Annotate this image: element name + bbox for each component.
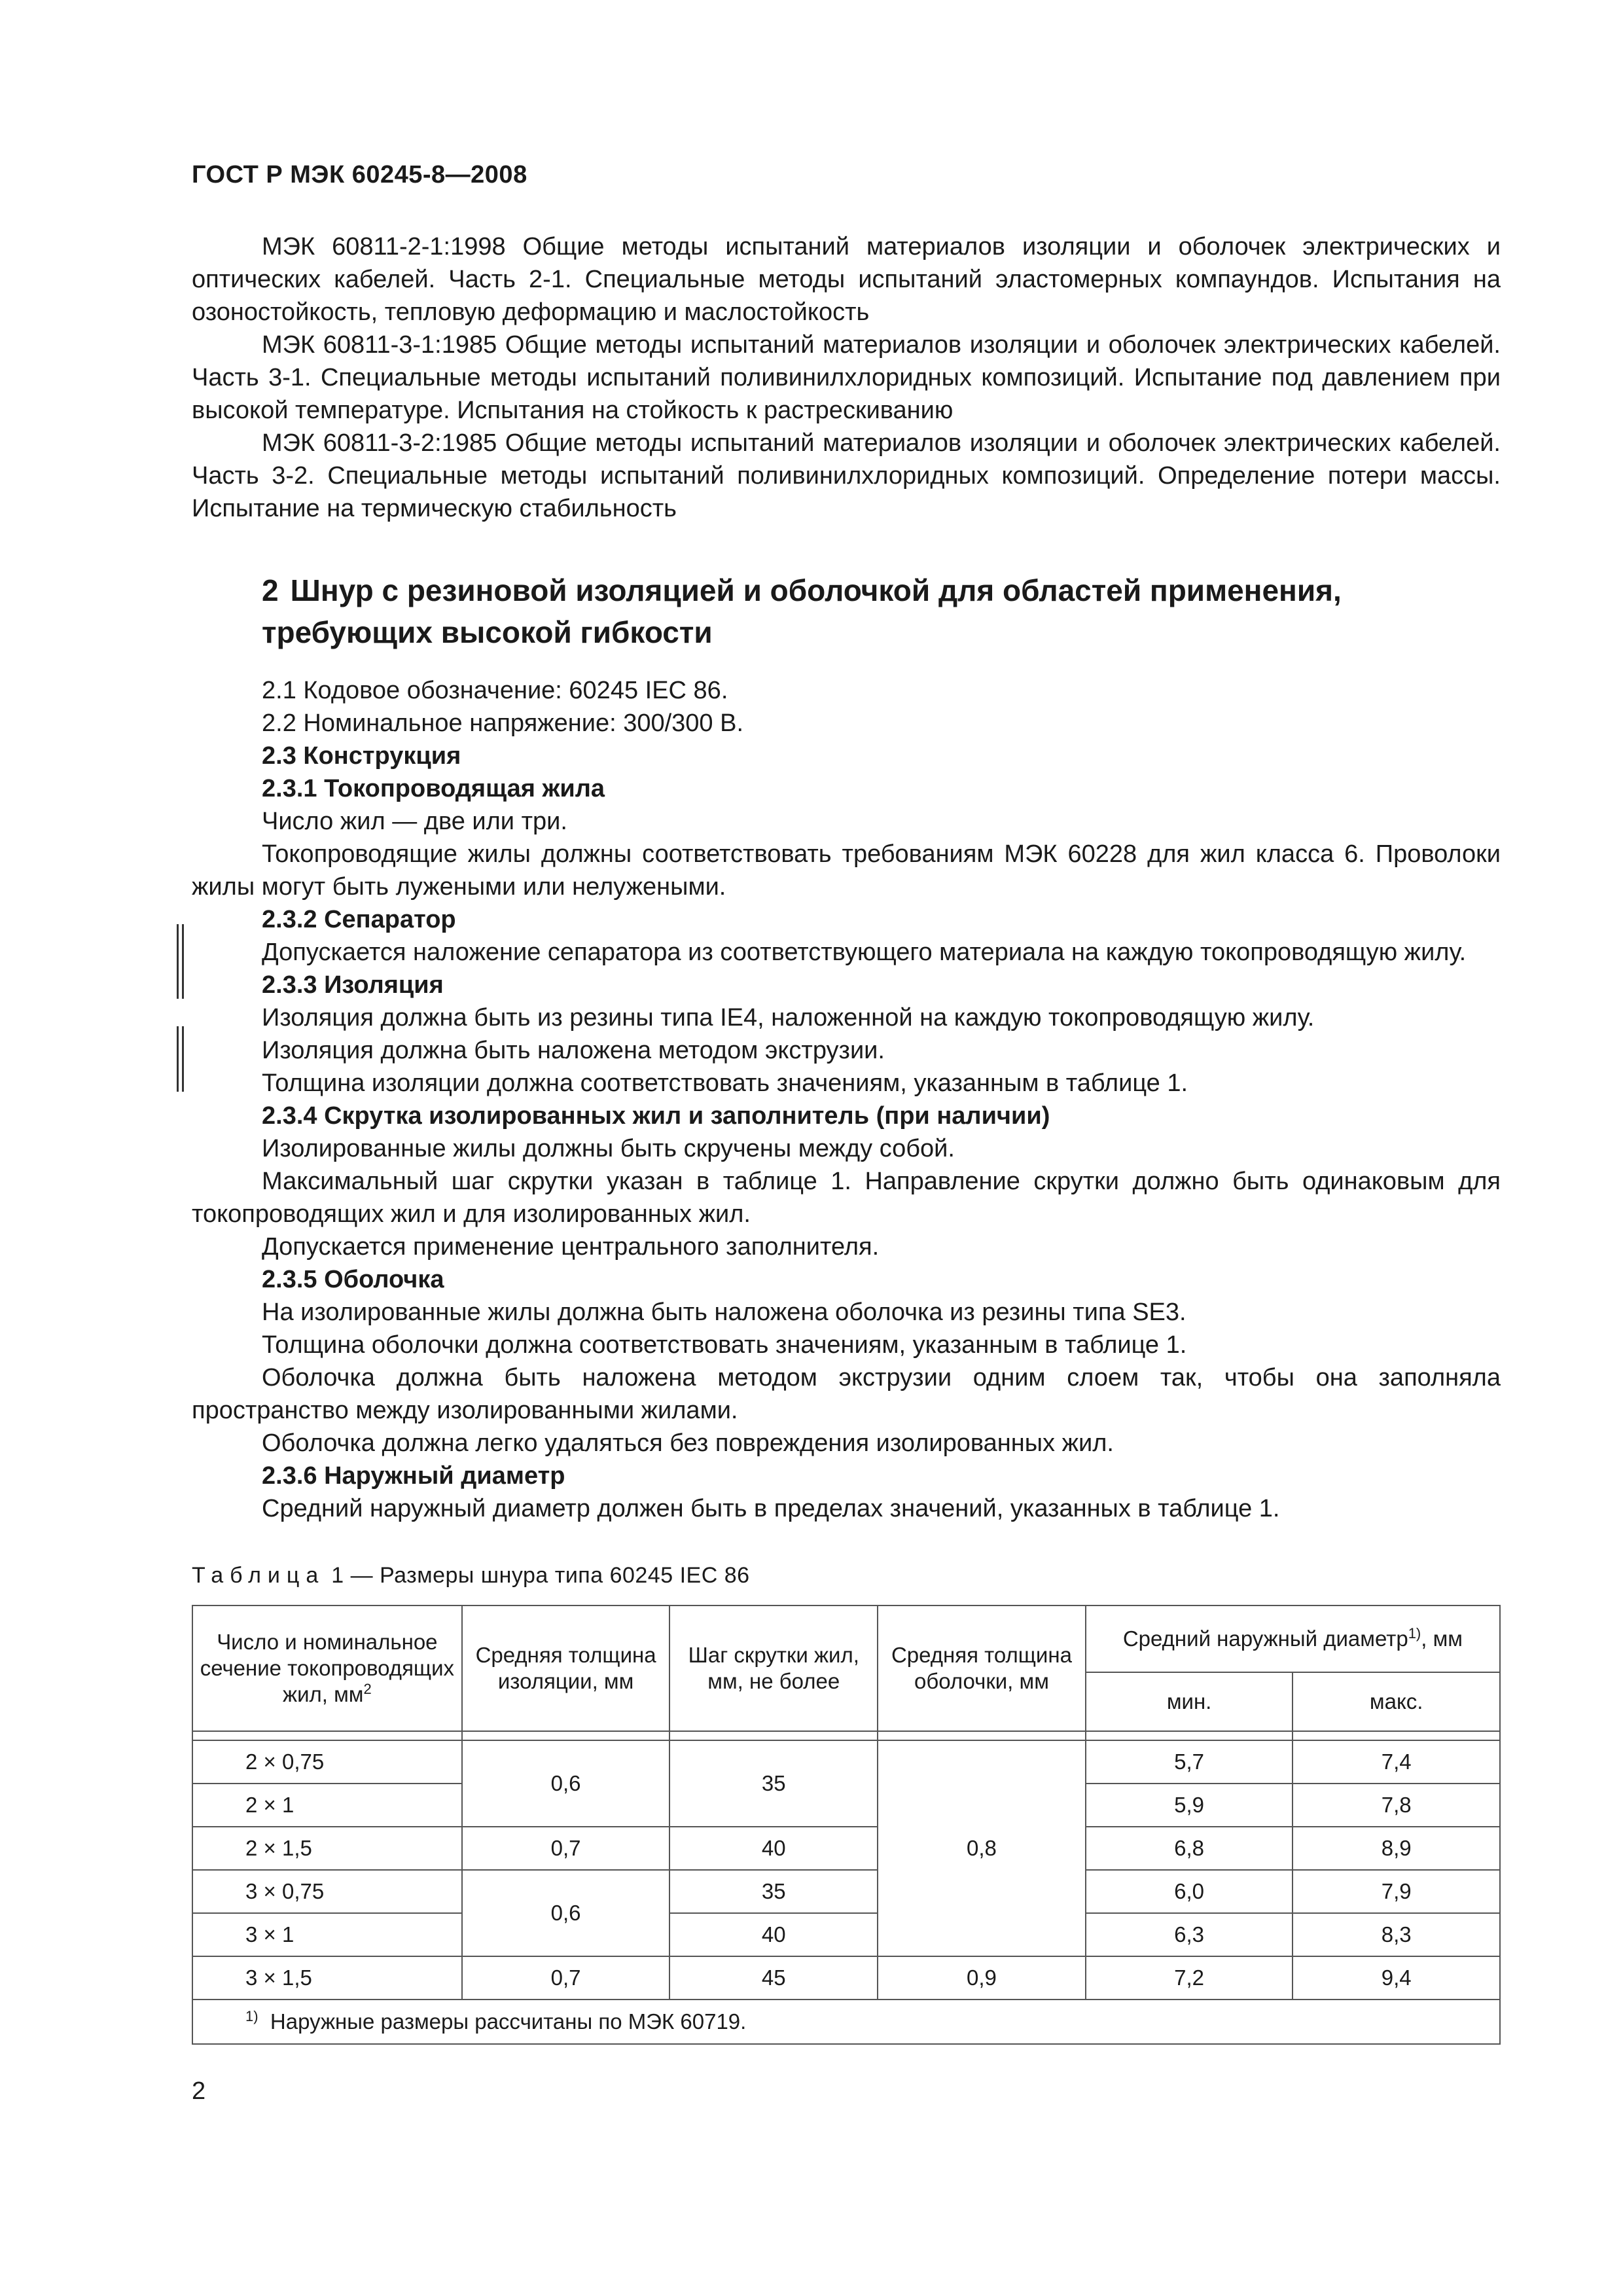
paragraph: Изоляция должна быть из резины типа IE4, наложенной на каждую токопроводящую жилу.: [262, 1004, 1315, 1031]
header-conductors: Число и номинальное сечение токопроводящих жил, $мм^2$: [192, 1605, 462, 1731]
paragraph: Число жил — две или три.: [262, 808, 567, 835]
paragraph: На изолированные жилы должна быть наложена оболочка из резины типа SE3.: [262, 1299, 1186, 1326]
cell-min: 5,9: [1086, 1784, 1293, 1827]
paragraph-2-2: 2.2 Номинальное напряжение: 300/300 В.: [262, 709, 744, 737]
cell-size: 3 × 0,75: [192, 1870, 462, 1913]
change-bar: [177, 924, 179, 999]
dimensions-table: [192, 1605, 1501, 2045]
heading-2-3-5: 2.3.5 Оболочка: [262, 1266, 444, 1293]
paragraph: Толщина изоляции должна соответствовать значениям, указанным в таблице 1.: [262, 1069, 1188, 1097]
table-footnote: $^{1)}$ Наружные размеры рассчитаны по МЭК 60719.: [192, 2000, 1500, 2044]
paragraph: Допускается наложение сепаратора из соответствующего материала на каждую токопроводящую жилу.: [262, 939, 1467, 966]
heading-2-3: 2.3 Конструкция: [262, 742, 461, 770]
table-row: [192, 1956, 1500, 2000]
cell-max: 7,9: [1293, 1870, 1500, 1913]
paragraph: Средний наружный диаметр должен быть в пределах значений, указанных в таблице 1.: [262, 1495, 1280, 1522]
table-row: [192, 1870, 1500, 1913]
cell-min: 6,3: [1086, 1913, 1293, 1956]
reference-item: МЭК 60811-2-1:1998 Общие методы испытаний материалов изоляции и оболочек электрических и оптических кабелей. Часть 2-1. Специальные методы испытаний эластомерных компаундов. Испытания на озоностойкость, тепловую деформацию и маслостойкость: [192, 233, 1501, 326]
cell-lay-length: 40: [669, 1827, 878, 1870]
cell-size: 3 × 1,5: [192, 1956, 462, 2000]
cell-insulation: 0,6: [462, 1740, 670, 1827]
cell-max: 8,9: [1293, 1827, 1500, 1870]
paragraph: Максимальный шаг скрутки указан в таблице 1. Направление скрутки должно быть одинаковым для токопроводящих жил и для изолированных жил.: [192, 1168, 1501, 1228]
cell-size: 2 × 0,75: [192, 1740, 462, 1784]
change-bar: [177, 1026, 179, 1092]
header-lay-length: Шаг скрутки жил, мм, не более: [669, 1605, 878, 1731]
cell-max: 8,3: [1293, 1913, 1500, 1956]
table-caption-word: Таблица: [192, 1563, 325, 1588]
normative-references: [192, 230, 1501, 525]
paragraph: Токопроводящие жилы должны соответствовать требованиям МЭК 60228 для жил класса 6. Проволоки жилы могут быть лужеными или нелужеными.: [192, 840, 1501, 901]
cell-insulation: 0,6: [462, 1870, 670, 1956]
cell-max: 7,4: [1293, 1740, 1500, 1784]
cell-size: 3 × 1: [192, 1913, 462, 1956]
change-bar: [182, 924, 184, 999]
cell-min: 7,2: [1086, 1956, 1293, 2000]
section-number: 2: [262, 573, 279, 607]
cell-min: 5,7: [1086, 1740, 1293, 1784]
cell-insulation: 0,7: [462, 1827, 670, 1870]
reference-item: МЭК 60811-3-2:1985 Общие методы испытаний материалов изоляции и оболочек электрических кабелей. Часть 3-2. Специальные методы испытаний поливинилхлоридных композиций. Определение потери массы. Испытание на термическую стабильность: [192, 429, 1501, 522]
cell-size: 2 × 1: [192, 1784, 462, 1827]
cell-lay-length: 35: [669, 1870, 878, 1913]
cell-min: 6,0: [1086, 1870, 1293, 1913]
section-body: [192, 674, 1501, 1525]
paragraph: Изолированные жилы должны быть скручены между собой.: [262, 1135, 955, 1162]
change-bar: [182, 1026, 184, 1092]
cell-sheath: 0,8: [878, 1740, 1086, 1956]
heading-2-3-2: 2.3.2 Сепаратор: [262, 906, 456, 933]
cell-max: 7,8: [1293, 1784, 1500, 1827]
cell-min: 6,8: [1086, 1827, 1293, 1870]
header-max: макс.: [1293, 1672, 1500, 1731]
paragraph: Оболочка должна быть наложена методом экструзии одним слоем так, чтобы она заполняла пространство между изолированными жилами.: [192, 1364, 1501, 1424]
paragraph-2-1: 2.1 Кодовое обозначение: 60245 IEC 86.: [262, 677, 728, 704]
table-row: [192, 1740, 1500, 1784]
paragraph: Допускается применение центрального заполнителя.: [262, 1233, 880, 1261]
document-header: ГОСТ Р МЭК 60245-8—2008: [192, 161, 527, 188]
table-separator: [192, 1731, 1500, 1740]
cell-insulation: 0,7: [462, 1956, 670, 2000]
table-caption: [192, 1563, 750, 1588]
paragraph: Толщина оболочки должна соответствовать значениям, указанным в таблице 1.: [262, 1331, 1187, 1359]
section-title: [262, 569, 1505, 653]
heading-2-3-1: 2.3.1 Токопроводящая жила: [262, 775, 605, 802]
cell-lay-length: 40: [669, 1913, 878, 1956]
paragraph: Оболочка должна легко удаляться без повреждения изолированных жил.: [262, 1429, 1114, 1457]
table-caption-text: 1 — Размеры шнура типа 60245 IEC 86: [331, 1563, 750, 1588]
cell-lay-length: 45: [669, 1956, 878, 2000]
cell-size: 2 × 1,5: [192, 1827, 462, 1870]
reference-item: МЭК 60811-3-1:1985 Общие методы испытаний материалов изоляции и оболочек электрических кабелей. Часть 3-1. Специальные методы испытаний поливинилхлоридных композиций. Испытание под давлением при высокой температуре. Испытания на стойкость к растрескиванию: [192, 331, 1501, 424]
table-row: [192, 1913, 1500, 1956]
header-insulation: Средняя толщина изоляции, мм: [462, 1605, 670, 1731]
heading-2-3-4: 2.3.4 Скрутка изолированных жил и заполнитель (при наличии): [262, 1102, 1050, 1130]
cell-sheath: 0,9: [878, 1956, 1086, 2000]
page-number: 2: [192, 2077, 206, 2105]
table-header-row: [192, 1605, 1500, 1672]
paragraph: Изоляция должна быть наложена методом экструзии.: [262, 1037, 885, 1064]
heading-2-3-6: 2.3.6 Наружный диаметр: [262, 1462, 565, 1490]
table-row: [192, 1827, 1500, 1870]
cell-max: 9,4: [1293, 1956, 1500, 2000]
header-min: мин.: [1086, 1672, 1293, 1731]
section-title-text: Шнур с резиновой изоляцией и оболочкой для областей применения, требующих высокой гибкости: [262, 573, 1342, 649]
cell-lay-length: 35: [669, 1740, 878, 1827]
table-footnote-row: [192, 2000, 1500, 2044]
header-sheath: Средняя толщина оболочки, мм: [878, 1605, 1086, 1731]
heading-2-3-3: 2.3.3 Изоляция: [262, 971, 444, 999]
header-outer-diameter: Средний наружный диаметр$^{1)}$, мм: [1086, 1605, 1500, 1672]
